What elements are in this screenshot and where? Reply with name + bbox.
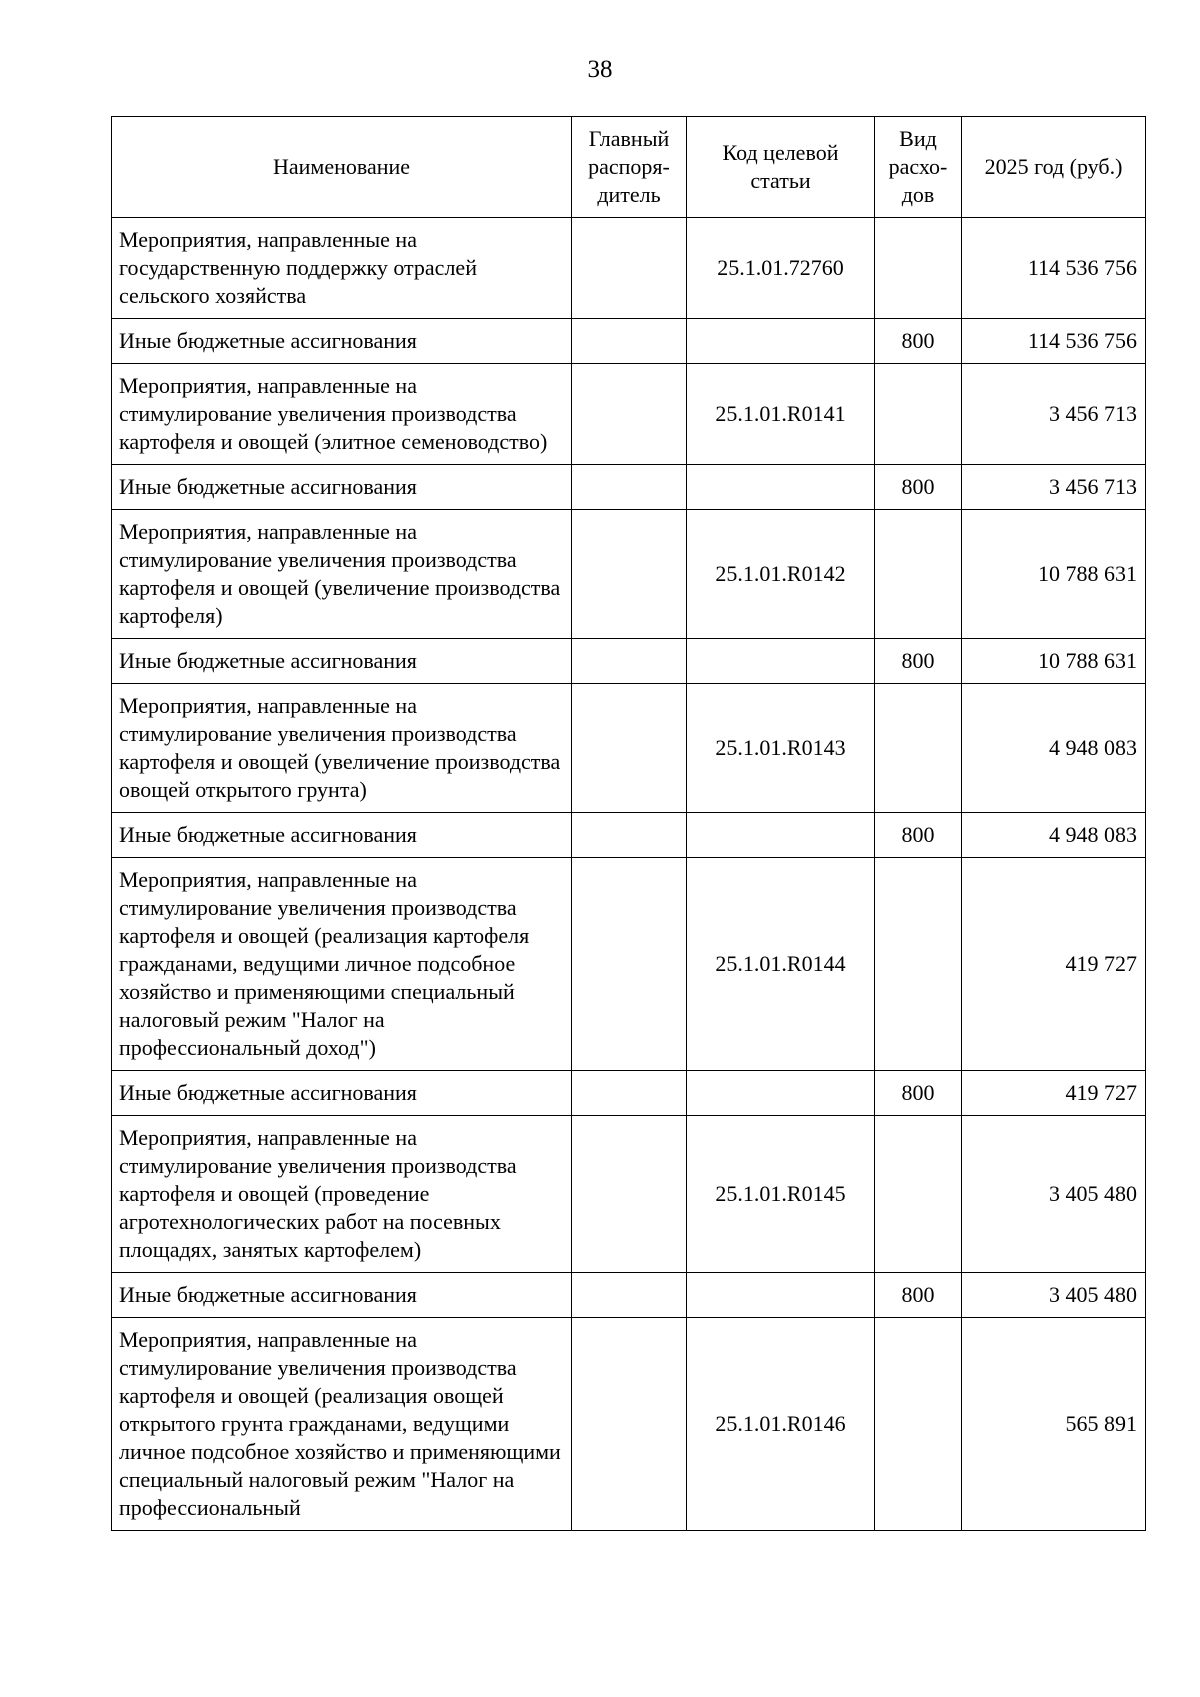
row-name: Мероприятия, направленные на государственную поддержку отраслей сельского хозяйства — [112, 218, 572, 319]
table-row — [112, 858, 1146, 1071]
row-expense-type: 800 — [875, 465, 962, 510]
table-row — [112, 364, 1146, 465]
row-expense-type: 800 — [875, 813, 962, 858]
table-row — [112, 1071, 1146, 1116]
row-target-code: 25.1.01.R0145 — [687, 1116, 875, 1273]
row-expense-type: 800 — [875, 319, 962, 364]
row-target-code: 25.1.01.R0142 — [687, 510, 875, 639]
row-amount: 3 405 480 — [962, 1116, 1146, 1273]
row-amount: 3 456 713 — [962, 465, 1146, 510]
row-target-code — [687, 813, 875, 858]
table-row — [112, 1116, 1146, 1273]
row-target-code — [687, 465, 875, 510]
table-row — [112, 639, 1146, 684]
row-name: Мероприятия, направленные на стимулирование увеличения производства картофеля и овощей (увеличение производства овощей открытого грунта) — [112, 684, 572, 813]
row-chief-manager — [572, 1318, 687, 1531]
row-name: Иные бюджетные ассигнования — [112, 465, 572, 510]
row-chief-manager — [572, 218, 687, 319]
header-expense-type: Вид расхо- дов — [875, 117, 962, 218]
row-target-code: 25.1.01.R0143 — [687, 684, 875, 813]
row-name: Иные бюджетные ассигнования — [112, 1273, 572, 1318]
row-name: Мероприятия, направленные на стимулирование увеличения производства картофеля и овощей (реализация овощей открытого грунта гражданами, ведущими личное подсобное хозяйство и применяющими специальный налоговый режим "Налог на профессиональный — [112, 1318, 572, 1531]
row-chief-manager — [572, 813, 687, 858]
row-chief-manager — [572, 510, 687, 639]
row-name: Иные бюджетные ассигнования — [112, 639, 572, 684]
header-year-2025: 2025 год (руб.) — [962, 117, 1146, 218]
row-amount: 10 788 631 — [962, 639, 1146, 684]
row-amount: 3 456 713 — [962, 364, 1146, 465]
row-amount: 114 536 756 — [962, 319, 1146, 364]
row-expense-type: 800 — [875, 1071, 962, 1116]
row-chief-manager — [572, 1273, 687, 1318]
table-row — [112, 510, 1146, 639]
row-target-code: 25.1.01.R0146 — [687, 1318, 875, 1531]
row-target-code: 25.1.01.R0141 — [687, 364, 875, 465]
header-chief-manager: Главный распоря- дитель — [572, 117, 687, 218]
row-expense-type — [875, 1318, 962, 1531]
row-amount: 10 788 631 — [962, 510, 1146, 639]
row-amount: 4 948 083 — [962, 684, 1146, 813]
table-row — [112, 218, 1146, 319]
row-amount: 419 727 — [962, 1071, 1146, 1116]
table-row — [112, 465, 1146, 510]
row-expense-type — [875, 218, 962, 319]
row-chief-manager — [572, 319, 687, 364]
row-expense-type — [875, 364, 962, 465]
row-expense-type — [875, 684, 962, 813]
row-target-code: 25.1.01.R0144 — [687, 858, 875, 1071]
row-chief-manager — [572, 1116, 687, 1273]
budget-table — [111, 116, 1146, 1531]
row-amount: 3 405 480 — [962, 1273, 1146, 1318]
row-expense-type — [875, 1116, 962, 1273]
row-target-code — [687, 1071, 875, 1116]
row-chief-manager — [572, 465, 687, 510]
row-name: Иные бюджетные ассигнования — [112, 813, 572, 858]
row-chief-manager — [572, 1071, 687, 1116]
row-amount: 419 727 — [962, 858, 1146, 1071]
row-expense-type — [875, 510, 962, 639]
row-target-code — [687, 639, 875, 684]
row-target-code — [687, 1273, 875, 1318]
row-expense-type — [875, 858, 962, 1071]
row-expense-type: 800 — [875, 1273, 962, 1318]
table-row — [112, 319, 1146, 364]
row-chief-manager — [572, 364, 687, 465]
table-row — [112, 1318, 1146, 1531]
row-amount: 114 536 756 — [962, 218, 1146, 319]
row-chief-manager — [572, 639, 687, 684]
row-chief-manager — [572, 858, 687, 1071]
row-target-code — [687, 319, 875, 364]
table-row — [112, 684, 1146, 813]
row-name: Мероприятия, направленные на стимулирование увеличения производства картофеля и овощей (реализация картофеля гражданами, ведущими личное подсобное хозяйство и применяющими специальный налоговый режим "Налог на профессиональный доход") — [112, 858, 572, 1071]
row-target-code: 25.1.01.72760 — [687, 218, 875, 319]
row-name: Мероприятия, направленные на стимулирование увеличения производства картофеля и овощей (элитное семеноводство) — [112, 364, 572, 465]
page-number: 38 — [587, 56, 613, 83]
table-row — [112, 1273, 1146, 1318]
table-header-row — [112, 117, 1146, 218]
header-target-code: Код целевой статьи — [687, 117, 875, 218]
row-amount: 565 891 — [962, 1318, 1146, 1531]
row-amount: 4 948 083 — [962, 813, 1146, 858]
header-name: Наименование — [112, 117, 572, 218]
row-expense-type: 800 — [875, 639, 962, 684]
row-chief-manager — [572, 684, 687, 813]
row-name: Иные бюджетные ассигнования — [112, 319, 572, 364]
row-name: Мероприятия, направленные на стимулирование увеличения производства картофеля и овощей (увеличение производства картофеля) — [112, 510, 572, 639]
row-name: Иные бюджетные ассигнования — [112, 1071, 572, 1116]
table-row — [112, 813, 1146, 858]
row-name: Мероприятия, направленные на стимулирование увеличения производства картофеля и овощей (проведение агротехнологических работ на посевных площадях, занятых картофелем) — [112, 1116, 572, 1273]
